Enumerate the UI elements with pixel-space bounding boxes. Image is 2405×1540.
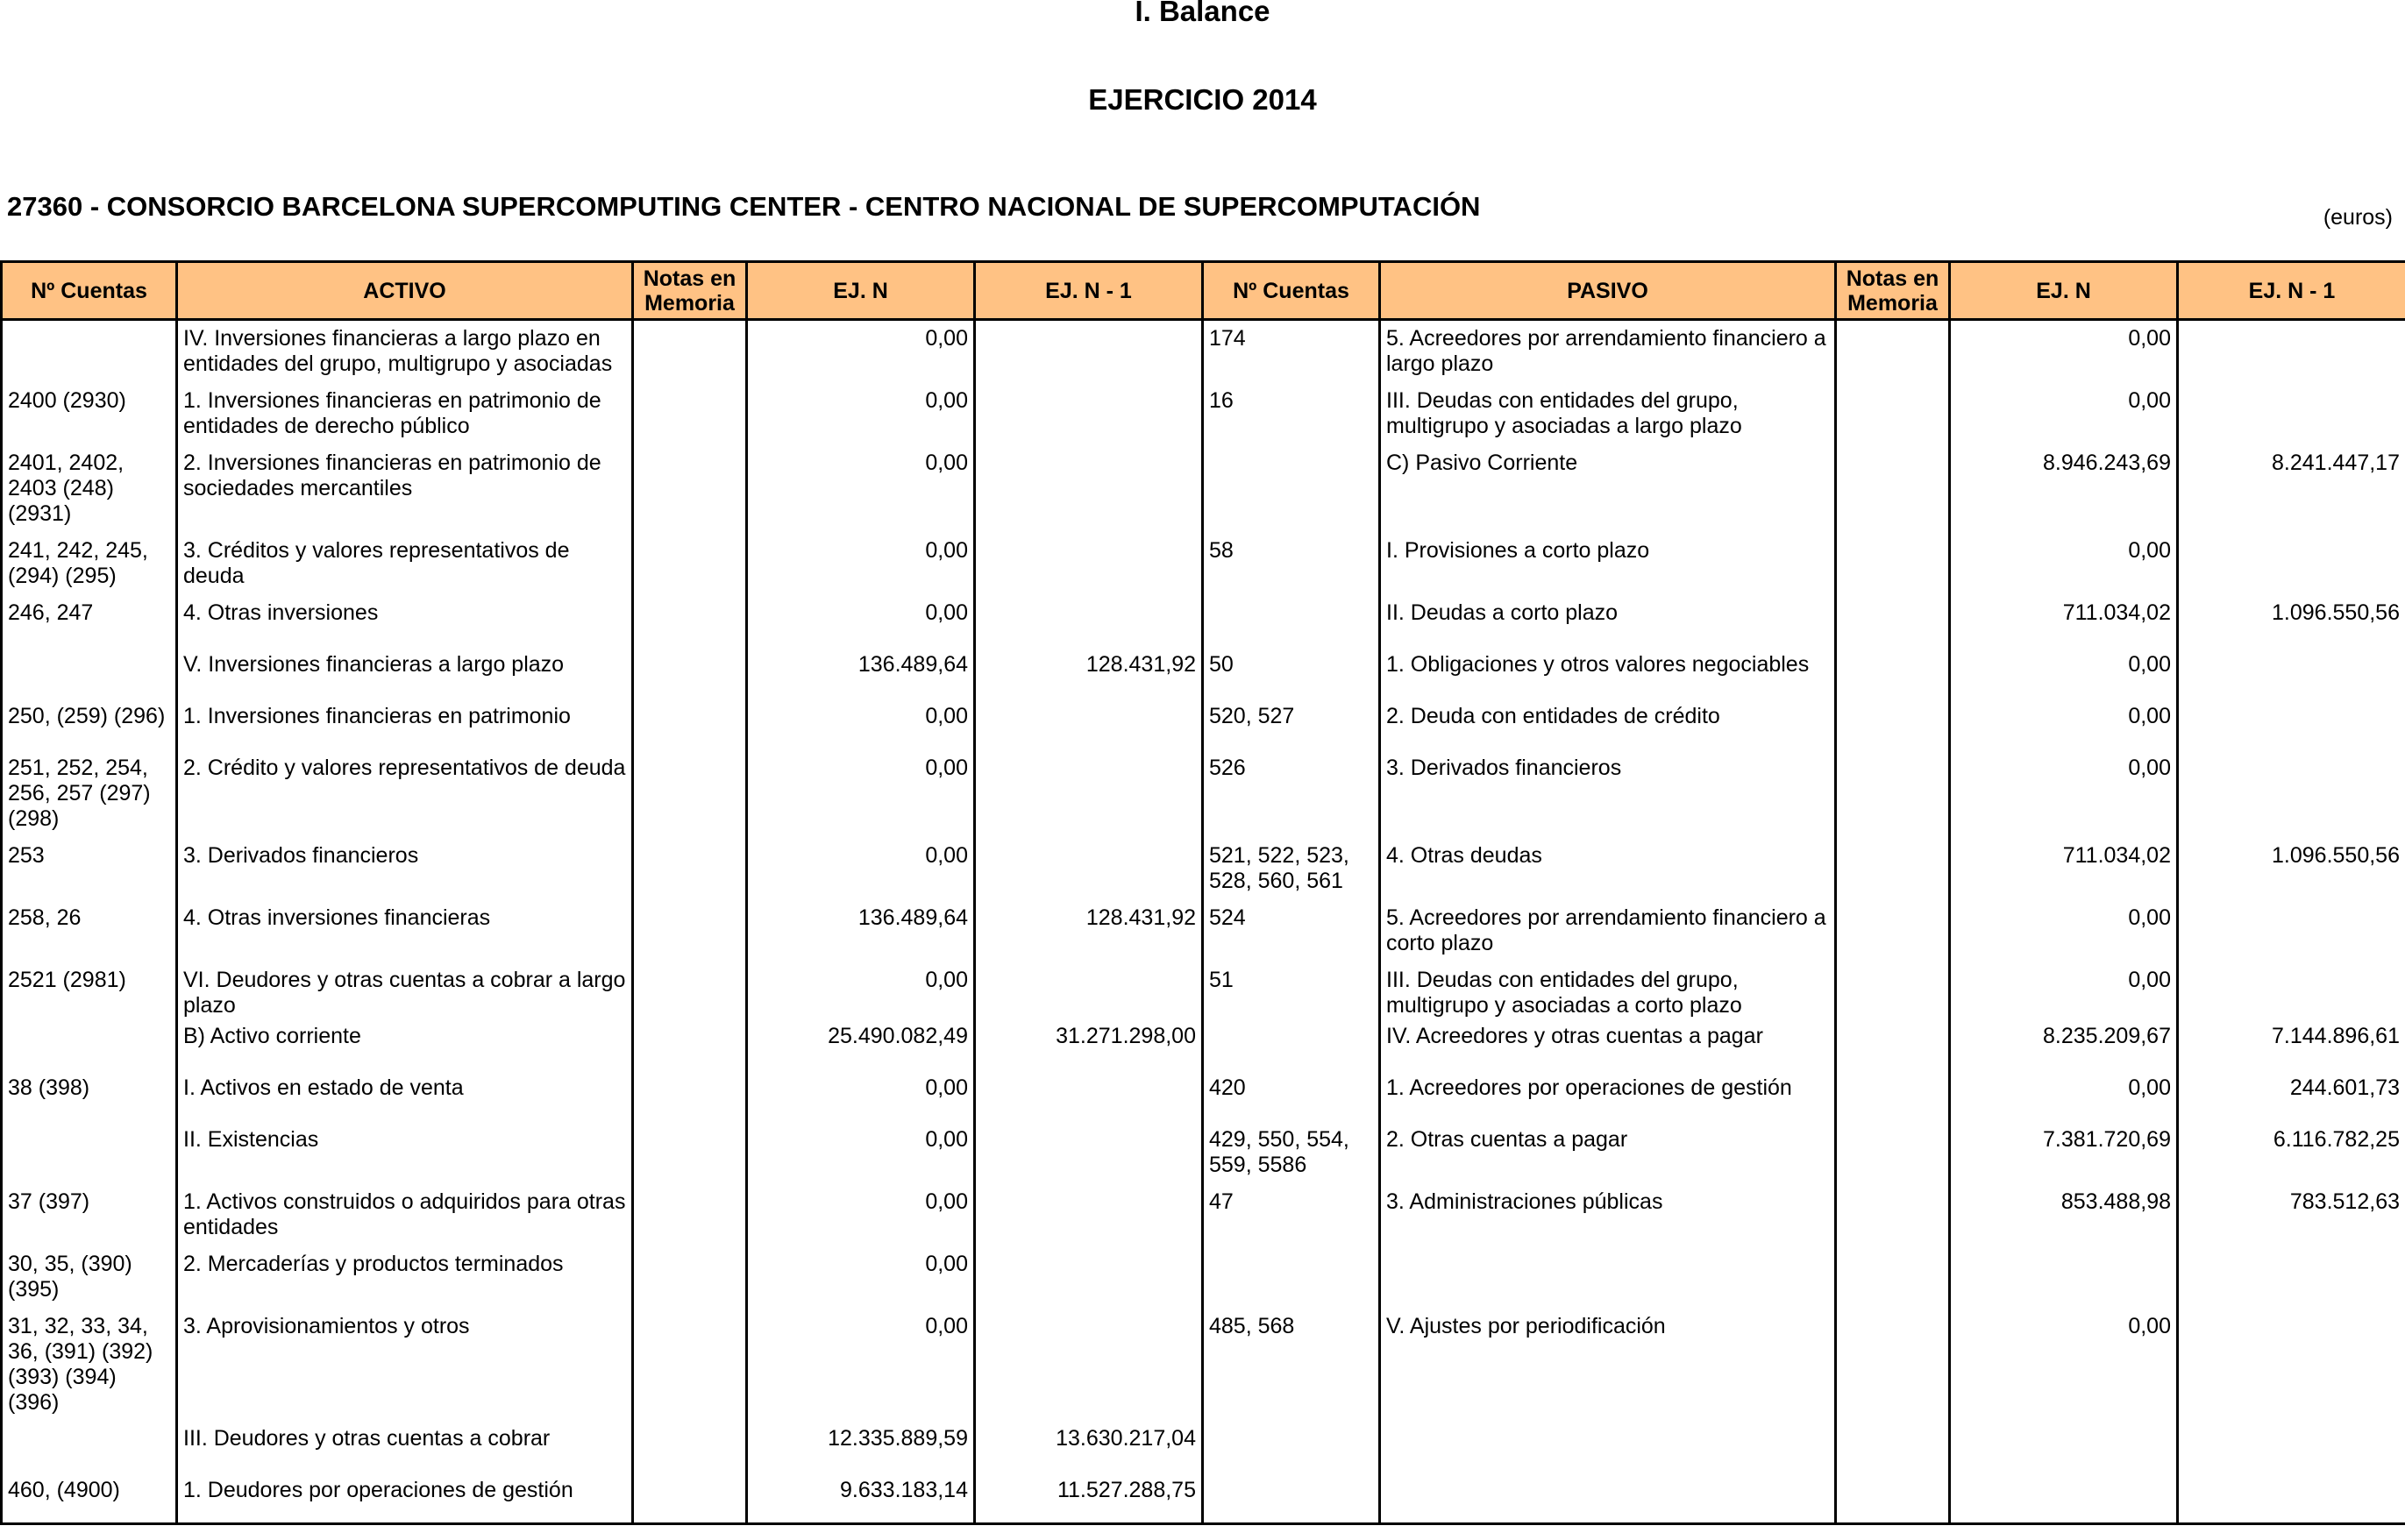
pasivo-concepto-cell: III. Deudas con entidades del grupo, multigrupo y asociadas a corto plazo <box>1380 962 1836 1018</box>
pasivo-ejn-cell: 0,00 <box>1950 533 2178 595</box>
activo-cuentas-cell: 251, 252, 254, 256, 257 (297) (298) <box>2 750 177 838</box>
table-row <box>2 1070 2405 1122</box>
pasivo-ejn-cell: 853.488,98 <box>1950 1184 2178 1246</box>
activo-cuentas-cell <box>2 1018 177 1070</box>
pasivo-concepto-cell: 2. Otras cuentas a pagar <box>1380 1122 1836 1184</box>
table-row <box>2 750 2405 838</box>
pasivo-concepto-cell: 3. Derivados financieros <box>1380 750 1836 838</box>
pasivo-ejn-cell: 0,00 <box>1950 320 2178 383</box>
pasivo-concepto-cell: 5. Acreedores por arrendamiento financiero a largo plazo <box>1380 320 1836 383</box>
pasivo-ejn1-cell: 1.096.550,56 <box>2178 595 2405 647</box>
pasivo-ejn-cell: 711.034,02 <box>1950 838 2178 900</box>
pasivo-ejn1-cell <box>2178 383 2405 445</box>
activo-ejn1-cell <box>975 1070 1203 1122</box>
pasivo-concepto-cell: 2. Deuda con entidades de crédito <box>1380 699 1836 750</box>
activo-cuentas-cell: 460, (4900) <box>2 1473 177 1524</box>
pasivo-ejn-cell: 0,00 <box>1950 1070 2178 1122</box>
pasivo-nota-cell <box>1836 1184 1950 1246</box>
activo-cuentas-cell: 246, 247 <box>2 595 177 647</box>
activo-concepto-cell: 3. Créditos y valores representativos de deuda <box>177 533 633 595</box>
pasivo-nota-cell <box>1836 900 1950 962</box>
pasivo-ejn1-cell <box>2178 750 2405 838</box>
pasivo-ejn-cell: 0,00 <box>1950 699 2178 750</box>
pasivo-ejn1-cell: 8.241.447,17 <box>2178 445 2405 533</box>
activo-ejn1-cell: 31.271.298,00 <box>975 1018 1203 1070</box>
activo-concepto-cell: 3. Aprovisionamientos y otros <box>177 1309 633 1421</box>
pasivo-ejn-cell: 0,00 <box>1950 647 2178 699</box>
pasivo-nota-cell <box>1836 1018 1950 1070</box>
table-row <box>2 900 2405 962</box>
pasivo-ejn-cell <box>1950 1473 2178 1524</box>
pasivo-ejn-cell: 0,00 <box>1950 900 2178 962</box>
pasivo-concepto-cell: C) Pasivo Corriente <box>1380 445 1836 533</box>
table-row <box>2 838 2405 900</box>
pasivo-nota-cell <box>1836 320 1950 383</box>
pasivo-cuentas-cell: 174 <box>1203 320 1380 383</box>
pasivo-concepto-cell <box>1380 1246 1836 1309</box>
activo-concepto-cell: 1. Inversiones financieras en patrimonio <box>177 699 633 750</box>
pasivo-ejn1-cell: 783.512,63 <box>2178 1184 2405 1246</box>
pasivo-ejn-cell: 0,00 <box>1950 383 2178 445</box>
table-row <box>2 962 2405 1018</box>
activo-concepto-cell: 4. Otras inversiones financieras <box>177 900 633 962</box>
pasivo-cuentas-cell: 51 <box>1203 962 1380 1018</box>
table-row <box>2 1122 2405 1184</box>
activo-ejn1-cell <box>975 595 1203 647</box>
pasivo-nota-cell <box>1836 699 1950 750</box>
activo-concepto-cell: 1. Deudores por operaciones de gestión <box>177 1473 633 1524</box>
pasivo-ejn-cell: 0,00 <box>1950 962 2178 1018</box>
activo-ejn-cell: 0,00 <box>747 1309 975 1421</box>
pasivo-concepto-cell: I. Provisiones a corto plazo <box>1380 533 1836 595</box>
activo-ejn-cell: 136.489,64 <box>747 900 975 962</box>
pasivo-ejn1-cell <box>2178 1246 2405 1309</box>
pasivo-cuentas-cell: 521, 522, 523, 528, 560, 561 <box>1203 838 1380 900</box>
activo-ejn-cell: 0,00 <box>747 699 975 750</box>
pasivo-ejn1-cell <box>2178 1309 2405 1421</box>
activo-ejn1-cell: 11.527.288,75 <box>975 1473 1203 1524</box>
activo-ejn-cell: 0,00 <box>747 1122 975 1184</box>
activo-ejn-cell: 0,00 <box>747 320 975 383</box>
pasivo-cuentas-cell: 520, 527 <box>1203 699 1380 750</box>
table-row <box>2 320 2405 383</box>
activo-nota-cell <box>633 1309 747 1421</box>
activo-concepto-cell: 1. Activos construidos o adquiridos para otras entidades <box>177 1184 633 1246</box>
activo-ejn1-cell <box>975 1184 1203 1246</box>
table-row <box>2 383 2405 445</box>
activo-concepto-cell: 2. Crédito y valores representativos de deuda <box>177 750 633 838</box>
activo-concepto-cell: 1. Inversiones financieras en patrimonio de entidades de derecho público <box>177 383 633 445</box>
activo-ejn-cell: 0,00 <box>747 1184 975 1246</box>
table-row <box>2 1473 2405 1524</box>
pasivo-concepto-cell: III. Deudas con entidades del grupo, multigrupo y asociadas a largo plazo <box>1380 383 1836 445</box>
pasivo-concepto-cell <box>1380 1473 1836 1524</box>
table-row <box>2 1421 2405 1473</box>
pasivo-cuentas-cell: 485, 568 <box>1203 1309 1380 1421</box>
pasivo-cuentas-cell: 16 <box>1203 383 1380 445</box>
col-header-activo-ejn: EJ. N <box>747 262 975 320</box>
activo-concepto-cell: III. Deudores y otras cuentas a cobrar <box>177 1421 633 1473</box>
activo-nota-cell <box>633 320 747 383</box>
activo-ejn-cell: 0,00 <box>747 383 975 445</box>
activo-cuentas-cell: 30, 35, (390) (395) <box>2 1246 177 1309</box>
activo-cuentas-cell: 31, 32, 33, 34, 36, (391) (392) (393) (394) (396) <box>2 1309 177 1421</box>
activo-ejn-cell: 0,00 <box>747 533 975 595</box>
pasivo-ejn1-cell <box>2178 1421 2405 1473</box>
pasivo-ejn-cell: 0,00 <box>1950 1309 2178 1421</box>
pasivo-cuentas-cell <box>1203 595 1380 647</box>
table-row <box>2 533 2405 595</box>
activo-concepto-cell: B) Activo corriente <box>177 1018 633 1070</box>
activo-ejn-cell: 0,00 <box>747 838 975 900</box>
page-title: I. Balance <box>1135 0 1270 27</box>
activo-nota-cell <box>633 962 747 1018</box>
pasivo-ejn1-cell <box>2178 962 2405 1018</box>
activo-ejn1-cell <box>975 1309 1203 1421</box>
activo-cuentas-cell <box>2 647 177 699</box>
table-row <box>2 1184 2405 1246</box>
activo-cuentas-cell: 253 <box>2 838 177 900</box>
pasivo-ejn-cell <box>1950 1246 2178 1309</box>
activo-concepto-cell: V. Inversiones financieras a largo plazo <box>177 647 633 699</box>
pasivo-ejn1-cell <box>2178 1473 2405 1524</box>
exercise-title: EJERCICIO 2014 <box>1088 83 1317 116</box>
table-row <box>2 1018 2405 1070</box>
activo-nota-cell <box>633 838 747 900</box>
activo-nota-cell <box>633 699 747 750</box>
pasivo-nota-cell <box>1836 1122 1950 1184</box>
activo-ejn1-cell <box>975 533 1203 595</box>
activo-cuentas-cell: 2521 (2981) <box>2 962 177 1018</box>
pasivo-cuentas-cell: 524 <box>1203 900 1380 962</box>
activo-cuentas-cell <box>2 1122 177 1184</box>
pasivo-ejn-cell: 711.034,02 <box>1950 595 2178 647</box>
activo-nota-cell <box>633 1070 747 1122</box>
pasivo-concepto-cell: 4. Otras deudas <box>1380 838 1836 900</box>
entity-name: 27360 - CONSORCIO BARCELONA SUPERCOMPUTING CENTER - CENTRO NACIONAL DE SUPERCOMPUTACIÓN <box>7 191 1481 222</box>
activo-concepto-cell: II. Existencias <box>177 1122 633 1184</box>
pasivo-ejn1-cell: 244.601,73 <box>2178 1070 2405 1122</box>
pasivo-nota-cell <box>1836 1070 1950 1122</box>
header-row <box>2 262 2405 320</box>
activo-ejn-cell: 0,00 <box>747 1070 975 1122</box>
activo-nota-cell <box>633 533 747 595</box>
col-header-pasivo-ejn1: EJ. N - 1 <box>2178 262 2405 320</box>
pasivo-cuentas-cell: 526 <box>1203 750 1380 838</box>
activo-concepto-cell: 2. Inversiones financieras en patrimonio de sociedades mercantiles <box>177 445 633 533</box>
activo-ejn1-cell <box>975 750 1203 838</box>
activo-ejn1-cell <box>975 1122 1203 1184</box>
pasivo-cuentas-cell <box>1203 1421 1380 1473</box>
activo-cuentas-cell: 2401, 2402, 2403 (248) (2931) <box>2 445 177 533</box>
table-row <box>2 647 2405 699</box>
activo-nota-cell <box>633 445 747 533</box>
pasivo-nota-cell <box>1836 595 1950 647</box>
activo-ejn1-cell <box>975 320 1203 383</box>
col-header-pasivo-ejn: EJ. N <box>1950 262 2178 320</box>
activo-ejn1-cell <box>975 962 1203 1018</box>
pasivo-cuentas-cell <box>1203 1246 1380 1309</box>
pasivo-ejn-cell: 8.946.243,69 <box>1950 445 2178 533</box>
pasivo-ejn1-cell: 1.096.550,56 <box>2178 838 2405 900</box>
activo-nota-cell <box>633 383 747 445</box>
pasivo-cuentas-cell <box>1203 1473 1380 1524</box>
pasivo-concepto-cell: 1. Acreedores por operaciones de gestión <box>1380 1070 1836 1122</box>
activo-ejn1-cell <box>975 699 1203 750</box>
pasivo-concepto-cell <box>1380 1421 1836 1473</box>
table-row <box>2 1246 2405 1309</box>
activo-nota-cell <box>633 1246 747 1309</box>
activo-cuentas-cell <box>2 1421 177 1473</box>
col-header-pasivo: PASIVO <box>1380 262 1836 320</box>
activo-concepto-cell: I. Activos en estado de venta <box>177 1070 633 1122</box>
col-header-pasivo-notas: Notas en Memoria <box>1836 262 1950 320</box>
pasivo-concepto-cell: 1. Obligaciones y otros valores negociables <box>1380 647 1836 699</box>
pasivo-concepto-cell: II. Deudas a corto plazo <box>1380 595 1836 647</box>
pasivo-ejn1-cell <box>2178 699 2405 750</box>
activo-cuentas-cell: 258, 26 <box>2 900 177 962</box>
activo-ejn-cell: 12.335.889,59 <box>747 1421 975 1473</box>
activo-concepto-cell: 4. Otras inversiones <box>177 595 633 647</box>
pasivo-ejn1-cell: 6.116.782,25 <box>2178 1122 2405 1184</box>
activo-concepto-cell: IV. Inversiones financieras a largo plazo en entidades del grupo, multigrupo y asociadas <box>177 320 633 383</box>
activo-ejn1-cell <box>975 445 1203 533</box>
activo-ejn-cell: 0,00 <box>747 962 975 1018</box>
activo-cuentas-cell <box>2 320 177 383</box>
pasivo-nota-cell <box>1836 383 1950 445</box>
activo-ejn-cell: 25.490.082,49 <box>747 1018 975 1070</box>
activo-ejn1-cell <box>975 838 1203 900</box>
activo-cuentas-cell: 38 (398) <box>2 1070 177 1122</box>
activo-ejn1-cell <box>975 383 1203 445</box>
balance-table <box>0 260 2405 1525</box>
activo-ejn1-cell: 13.630.217,04 <box>975 1421 1203 1473</box>
pasivo-ejn1-cell <box>2178 900 2405 962</box>
activo-nota-cell <box>633 1473 747 1524</box>
pasivo-ejn-cell <box>1950 1421 2178 1473</box>
activo-nota-cell <box>633 750 747 838</box>
pasivo-nota-cell <box>1836 445 1950 533</box>
pasivo-concepto-cell: 3. Administraciones públicas <box>1380 1184 1836 1246</box>
activo-nota-cell <box>633 1122 747 1184</box>
activo-cuentas-cell: 2400 (2930) <box>2 383 177 445</box>
activo-nota-cell <box>633 647 747 699</box>
pasivo-cuentas-cell: 47 <box>1203 1184 1380 1246</box>
table-row <box>2 595 2405 647</box>
table-row <box>2 699 2405 750</box>
activo-cuentas-cell: 37 (397) <box>2 1184 177 1246</box>
activo-ejn-cell: 136.489,64 <box>747 647 975 699</box>
pasivo-cuentas-cell: 420 <box>1203 1070 1380 1122</box>
pasivo-cuentas-cell: 58 <box>1203 533 1380 595</box>
activo-ejn1-cell: 128.431,92 <box>975 900 1203 962</box>
pasivo-ejn-cell: 0,00 <box>1950 750 2178 838</box>
pasivo-cuentas-cell <box>1203 445 1380 533</box>
activo-ejn-cell: 9.633.183,14 <box>747 1473 975 1524</box>
pasivo-ejn1-cell <box>2178 320 2405 383</box>
col-header-activo-notas: Notas en Memoria <box>633 262 747 320</box>
pasivo-nota-cell <box>1836 750 1950 838</box>
pasivo-nota-cell <box>1836 647 1950 699</box>
pasivo-nota-cell <box>1836 838 1950 900</box>
activo-concepto-cell: VI. Deudores y otras cuentas a cobrar a largo plazo <box>177 962 633 1018</box>
activo-cuentas-cell: 241, 242, 245, (294) (295) <box>2 533 177 595</box>
pasivo-cuentas-cell <box>1203 1018 1380 1070</box>
pasivo-concepto-cell: V. Ajustes por periodificación <box>1380 1309 1836 1421</box>
pasivo-ejn1-cell: 7.144.896,61 <box>2178 1018 2405 1070</box>
activo-ejn1-cell <box>975 1246 1203 1309</box>
activo-ejn1-cell: 128.431,92 <box>975 647 1203 699</box>
col-header-activo-ejn1: EJ. N - 1 <box>975 262 1203 320</box>
pasivo-nota-cell <box>1836 1246 1950 1309</box>
activo-nota-cell <box>633 900 747 962</box>
units-label: (euros) <box>2323 205 2393 230</box>
pasivo-nota-cell <box>1836 1473 1950 1524</box>
activo-nota-cell <box>633 1421 747 1473</box>
table-row <box>2 1309 2405 1421</box>
activo-nota-cell <box>633 595 747 647</box>
col-header-activo: ACTIVO <box>177 262 633 320</box>
col-header-pasivo-cuentas: Nº Cuentas <box>1203 262 1380 320</box>
pasivo-ejn1-cell <box>2178 533 2405 595</box>
activo-cuentas-cell: 250, (259) (296) <box>2 699 177 750</box>
pasivo-nota-cell <box>1836 1309 1950 1421</box>
activo-ejn-cell: 0,00 <box>747 1246 975 1309</box>
activo-ejn-cell: 0,00 <box>747 445 975 533</box>
activo-nota-cell <box>633 1018 747 1070</box>
pasivo-nota-cell <box>1836 533 1950 595</box>
activo-ejn-cell: 0,00 <box>747 595 975 647</box>
activo-nota-cell <box>633 1184 747 1246</box>
pasivo-nota-cell <box>1836 1421 1950 1473</box>
activo-concepto-cell: 3. Derivados financieros <box>177 838 633 900</box>
activo-concepto-cell: 2. Mercaderías y productos terminados <box>177 1246 633 1309</box>
col-header-activo-cuentas: Nº Cuentas <box>2 262 177 320</box>
activo-ejn-cell: 0,00 <box>747 750 975 838</box>
pasivo-nota-cell <box>1836 962 1950 1018</box>
pasivo-ejn-cell: 7.381.720,69 <box>1950 1122 2178 1184</box>
table-row <box>2 445 2405 533</box>
pasivo-concepto-cell: 5. Acreedores por arrendamiento financiero a corto plazo <box>1380 900 1836 962</box>
pasivo-concepto-cell: IV. Acreedores y otras cuentas a pagar <box>1380 1018 1836 1070</box>
pasivo-cuentas-cell: 50 <box>1203 647 1380 699</box>
pasivo-ejn1-cell <box>2178 647 2405 699</box>
pasivo-cuentas-cell: 429, 550, 554, 559, 5586 <box>1203 1122 1380 1184</box>
pasivo-ejn-cell: 8.235.209,67 <box>1950 1018 2178 1070</box>
